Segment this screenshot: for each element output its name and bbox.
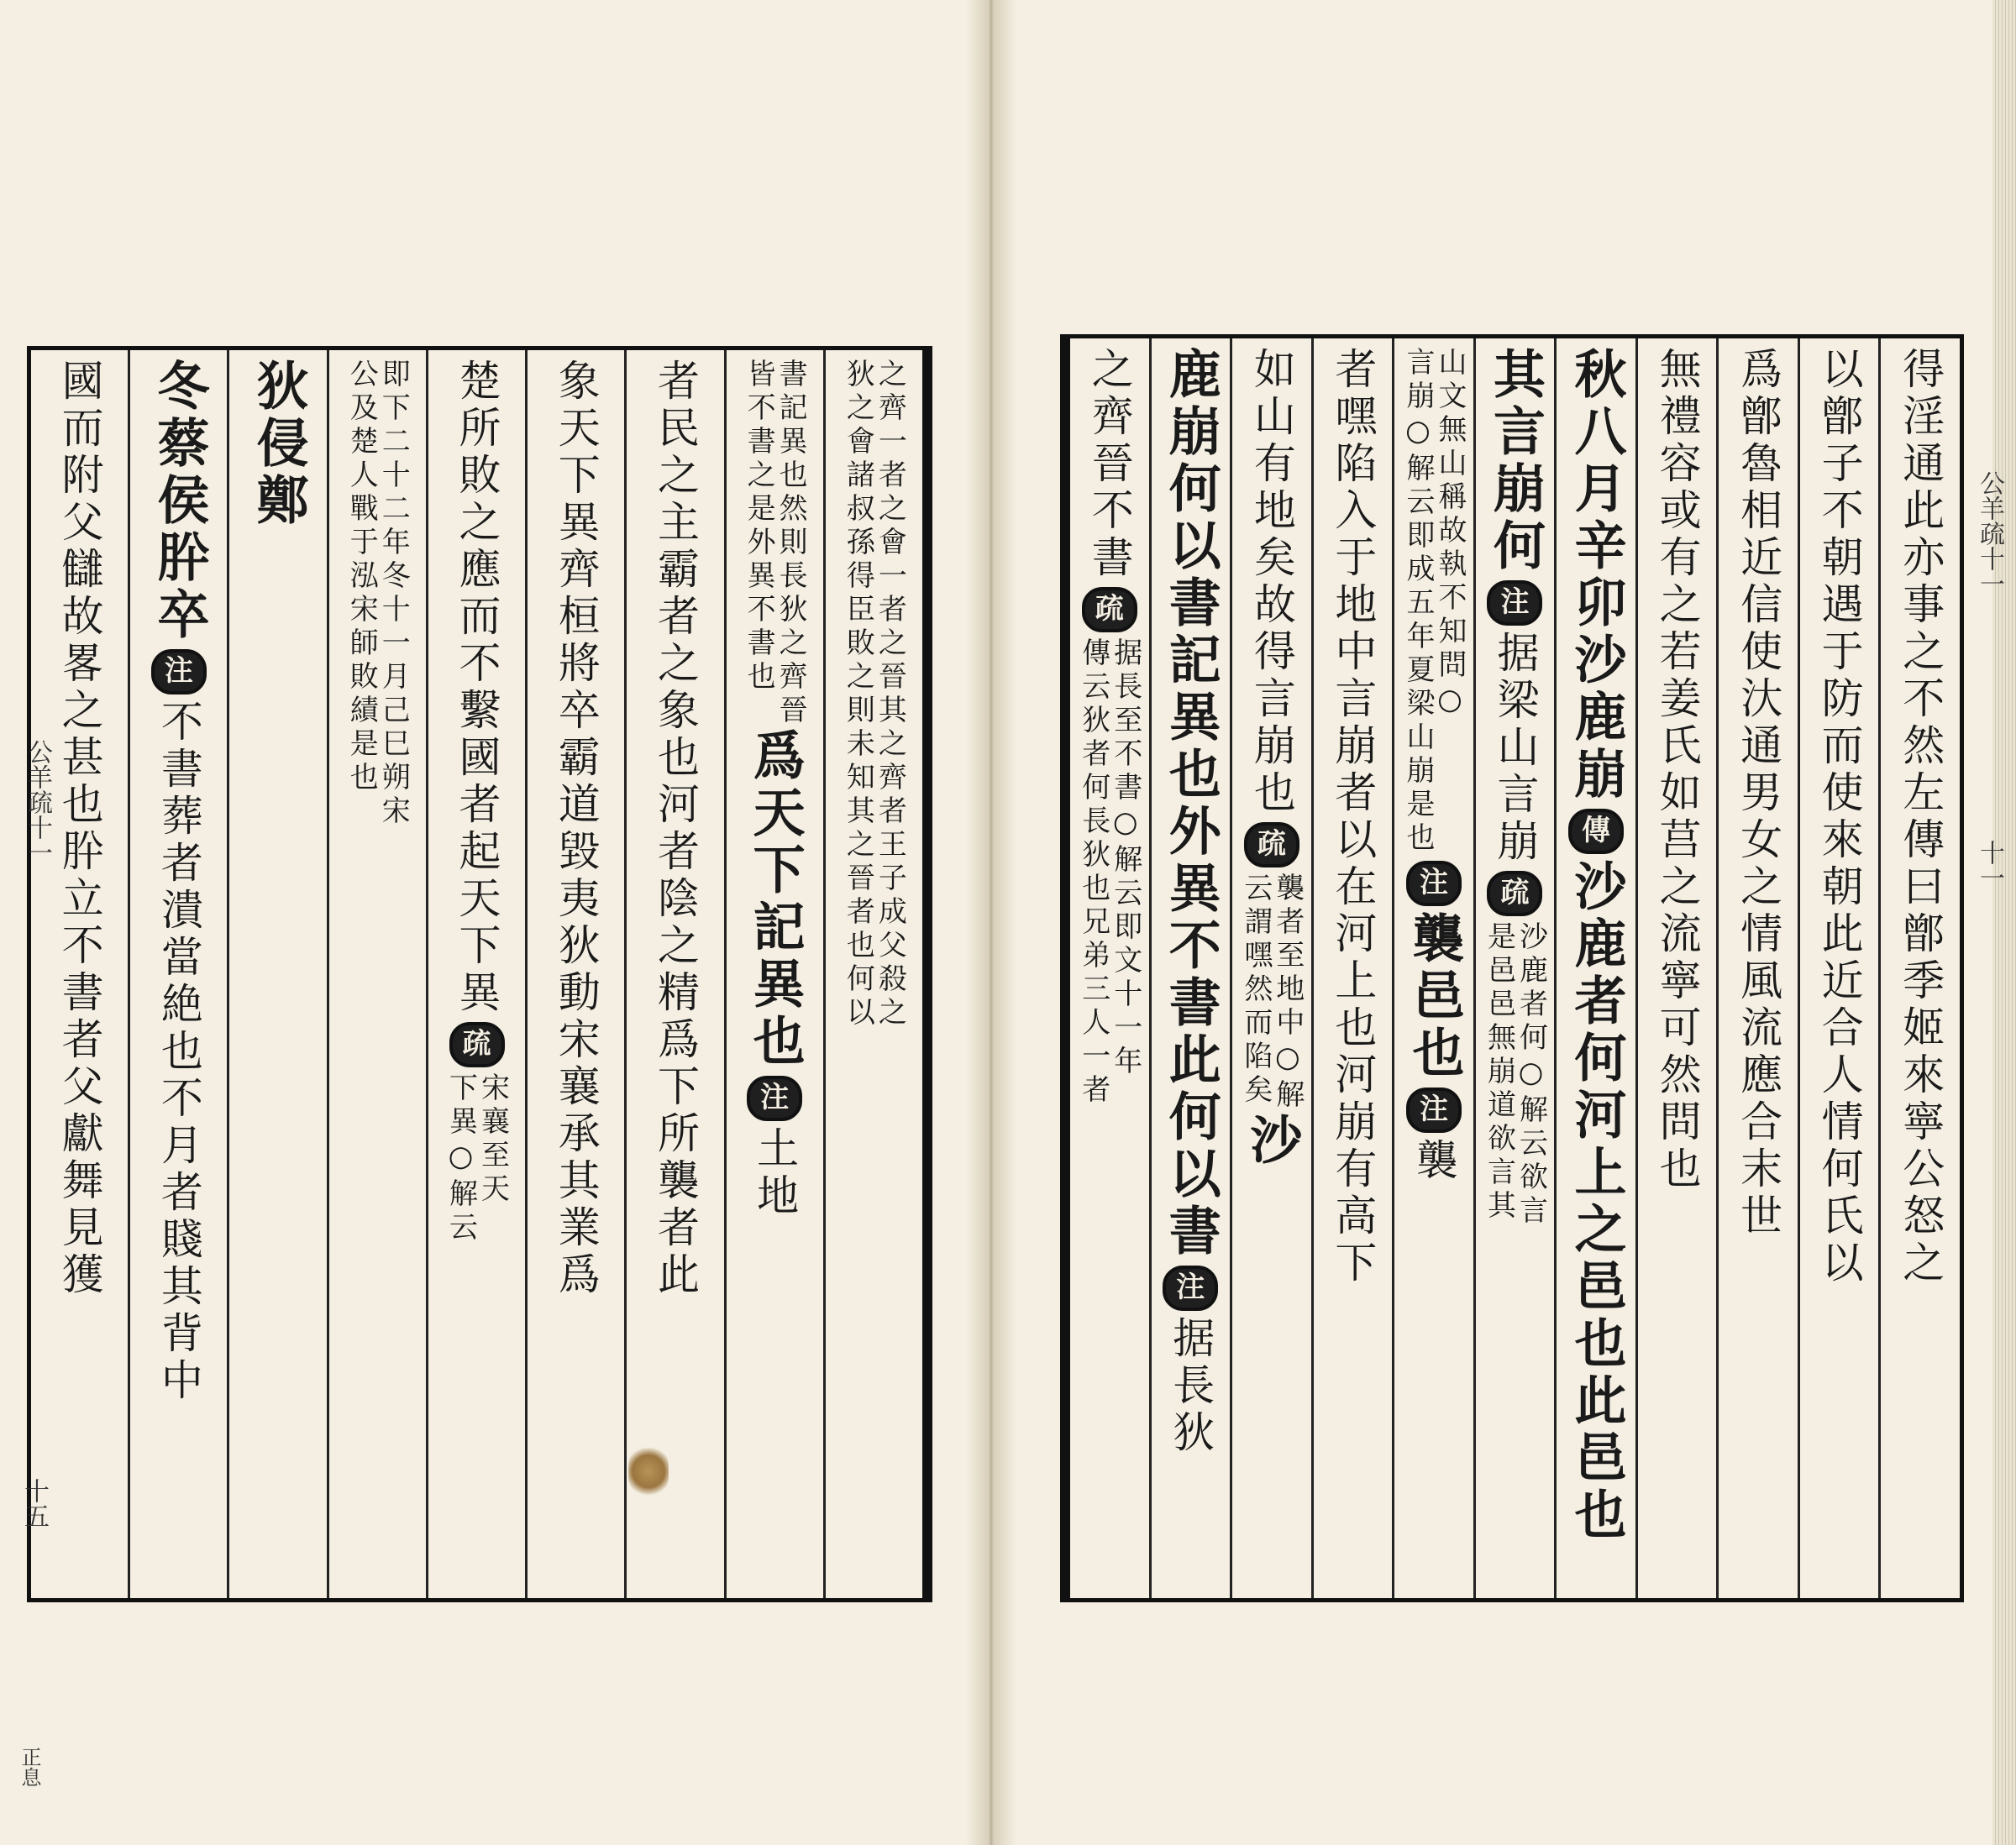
commentary-line: 書記異也然則長狄之齊晉 [774,359,808,728]
commentary-text: 爲鄫魯相近信使汏通男女之情風流應合末世 [1734,347,1783,1240]
commentary-line: 山文無山稱故執不知問○ [1432,347,1467,721]
commentary-line: 宋襄至天 [475,1072,510,1207]
commentary-line: 皆不書之是外異不書也 [742,359,776,694]
column-stack [55,359,104,1598]
right-columns [1070,338,1960,1598]
commentary-text: 土地 [750,1126,800,1220]
classic-text: 冬蔡侯肸卒 [148,359,210,644]
commentary-line: 即下二十二年冬十一月己巳朔宋 [376,359,411,829]
column-stack [1160,347,1222,1598]
right-margin-title: 公羊疏十一 [1975,470,2004,596]
commentary-lines [1482,921,1548,1229]
commentary-text: 襲 [1409,1138,1458,1185]
commentary-lines [344,359,411,829]
commentary-line: 下異○解云 [444,1072,478,1245]
commentary-text: 無禮容或有之若姜氏如莒之流寧可然問也 [1652,347,1702,1193]
column-stack [841,359,907,1598]
column-stack [551,359,601,1598]
commentary-text: 國而附父讎故畧之甚也肸立不書者父獻舞見獲 [55,359,104,1299]
left-bottom-label: 正息 [18,1747,41,1787]
commentary-line: 傳云狄者何長狄也兄弟三人一者 [1076,637,1110,1108]
commentary-lines [444,1072,510,1245]
left-page-number: 十五 [19,1478,49,1528]
text-column [624,350,723,1598]
column-stack [1328,347,1378,1598]
text-column [1473,338,1555,1598]
right-page-number: 十一 [1975,840,2004,890]
left-text-frame [27,346,932,1602]
left-margin-title: 公羊疏十一 [23,739,52,865]
text-column [1392,338,1473,1598]
commentary-lines [1400,347,1467,856]
column-stack [1482,347,1548,1598]
commentary-text: 之齊晉不書 [1084,347,1134,582]
column-stack [1076,347,1142,1598]
column-stack [650,359,700,1598]
column-stack [1896,347,1945,1598]
commentary-text: 如山有地矣故得言崩也 [1247,347,1296,817]
annotation-seal: 注 [1487,580,1542,626]
commentary-line: 是邑邑無崩道欲言其 [1482,921,1516,1224]
commentary-line: 沙鹿者何○解云欲言 [1514,921,1548,1229]
commentary-line: 公及楚人戰于泓宋師敗績是也 [344,359,379,795]
annotation-seal: 注 [1406,861,1462,906]
column-stack [1652,347,1702,1598]
column-stack [1814,347,1864,1598]
commentary-line: 据長至不書○解云即文十一年 [1108,637,1142,1079]
commentary-line: 襲者至地中○解 [1270,873,1305,1113]
annotation-seal: 疏 [449,1022,505,1067]
column-stack [1566,347,1628,1598]
text-column [426,350,525,1598]
annotation-seal: 疏 [1487,871,1542,916]
commentary-text: 得淫通此亦事之不然左傳曰鄫季姬來寧公怒之 [1896,347,1945,1287]
text-column [128,350,227,1598]
commentary-lines [1238,873,1305,1113]
text-column [724,350,823,1598]
text-column [227,350,326,1598]
paper-stain [628,1446,669,1496]
column-stack [742,359,808,1598]
classic-text: 沙鹿者何河上之邑也此邑也 [1566,859,1628,1544]
column-stack [248,359,310,1598]
column-stack [1734,347,1783,1598]
column-stack [344,359,411,1598]
text-column [1716,338,1798,1598]
annotation-seal: 注 [747,1076,802,1121]
commentary-text: 象天下異齊桓將卒霸道毀夷狄動宋襄承其業爲 [551,359,601,1299]
commentary-text: 以鄫子不朝遇于防而使來朝此近合人情何氏以 [1814,347,1864,1287]
column-stack [148,359,210,1598]
commentary-text: 楚所敗之應而不繫國者起天下異 [452,359,501,1017]
commentary-text: 者嘿陷入于地中言崩者以在河上也河崩有高下 [1328,347,1378,1287]
text-column [1070,338,1149,1598]
classic-text: 秋八月辛卯沙鹿崩 [1566,347,1628,804]
classic-text: 其言崩何 [1484,347,1546,575]
text-column [525,350,624,1598]
column-stack [1238,347,1305,1598]
text-column [1878,338,1960,1598]
fore-edge [1992,0,2016,1845]
commentary-text: 不書葬者潰當絶也不月者賤其背中 [154,700,203,1405]
classic-text: 狄侵鄭 [248,359,310,530]
text-column [1798,338,1879,1598]
commentary-lines [841,359,907,1030]
book-gutter [966,0,1016,1845]
text-column [1311,338,1393,1598]
commentary-line: 狄之會諸叔孫得臣敗之則未知其之晉者也何以 [841,359,875,1030]
text-column [1554,338,1635,1598]
text-column [31,350,128,1598]
annotation-seal: 注 [151,649,207,694]
commentary-line: 之齊一者之會一者之晉其之齊者王子成父殺之 [873,359,907,1030]
commentary-lines [1076,637,1142,1108]
annotation-seal: 注 [1163,1266,1218,1311]
commentary-text: 据長狄 [1166,1316,1215,1457]
annotation-seal: 疏 [1244,822,1299,867]
commentary-text: 据梁山言崩 [1490,631,1540,866]
text-column [1635,338,1717,1598]
right-text-frame [1060,334,1964,1602]
classic-text: 爲天下記異也 [744,728,806,1071]
text-column [823,350,922,1598]
commentary-line: 言崩○解云即成五年夏梁山崩是也 [1400,347,1435,856]
annotation-seal: 疏 [1082,587,1137,632]
classic-text: 沙 [1241,1113,1303,1170]
text-column [1230,338,1311,1598]
text-column [1149,338,1231,1598]
classic-text: 襲邑也 [1403,911,1465,1082]
classic-text: 鹿崩何以書記異也外異不書此何以書 [1160,347,1222,1261]
left-columns [31,350,922,1598]
column-stack [444,359,510,1598]
annotation-seal: 傳 [1568,809,1624,854]
commentary-line: 云謂嘿然而陷矣 [1238,873,1273,1108]
commentary-lines [742,359,808,728]
text-column [327,350,426,1598]
column-stack [1400,347,1467,1598]
commentary-text: 者民之主霸者之象也河者陰之精爲下所襲者此 [650,359,700,1299]
annotation-seal: 注 [1406,1088,1462,1133]
